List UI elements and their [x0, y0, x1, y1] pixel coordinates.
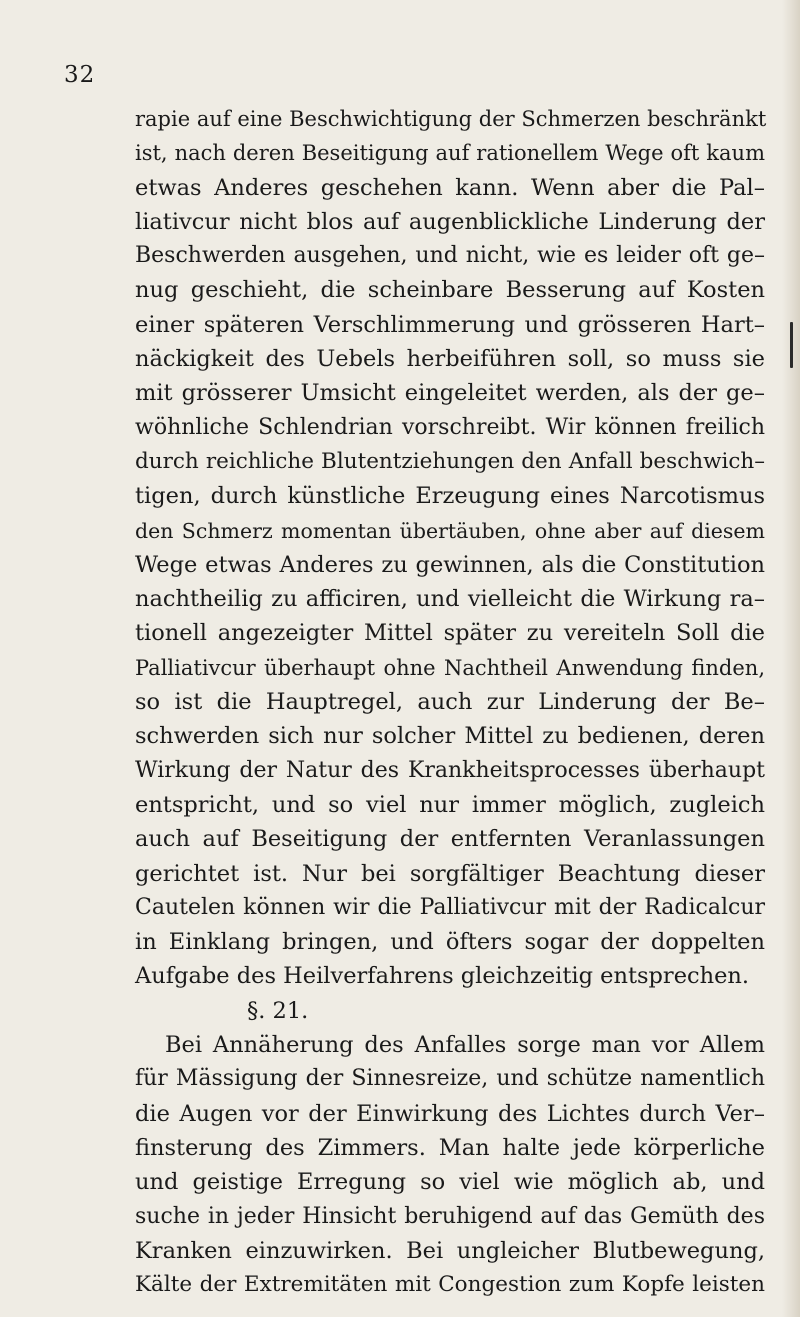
text-line: und geistige Erregung so viel wie möglich ab, und [135, 1169, 765, 1196]
section-heading: §. 21. [247, 997, 309, 1024]
text-line: auch auf Beseitigung der entfernten Veranlassungen [135, 826, 765, 853]
text-line: nachtheilig zu afficiren, und vielleicht die Wirkung ra– [135, 586, 765, 613]
text-line: ist, nach deren Beseitigung auf rationellem Wege oft kaum [135, 141, 765, 166]
text-line: tigen, durch künstliche Erzeugung eines Narcotismus [135, 483, 765, 510]
text-line: liativcur nicht blos auf augenblickliche Linderung der [135, 208, 765, 235]
paragraph-1 [135, 102, 765, 994]
page-edge-shadow [782, 0, 800, 1317]
paragraph-2 [135, 1028, 765, 1302]
text-line: Kranken einzuwirken. Bei ungleicher Blutbewegung, [135, 1237, 765, 1264]
text-line: wöhnliche Schlendrian vorschreibt. Wir können freilich [135, 414, 765, 440]
text-line: den Schmerz momentan übertäuben, ohne aber auf diesem [135, 518, 765, 543]
text-line: Palliativcur überhaupt ohne Nachtheil Anwendung finden, [135, 655, 765, 680]
text-line: Aufgabe des Heilverfahrens gleichzeitig entsprechen. [135, 963, 750, 990]
text-line: etwas Anderes geschehen kann. Wenn aber die Pal– [135, 174, 765, 201]
text-line: nug geschieht, die scheinbare Besserung auf Kosten [135, 277, 765, 304]
text-line: so ist die Hauptregel, auch zur Linderung der Be– [135, 689, 765, 716]
text-line: Wirkung der Natur des Krankheitsprocesses überhaupt [135, 757, 765, 783]
text-line: durch reichliche Blutentziehungen den Anfall beschwich– [135, 448, 765, 474]
text-line: Kälte der Extremitäten mit Congestion zum Kopfe leisten [135, 1272, 765, 1298]
text-line: einer späteren Verschlimmerung und grösseren Hart– [135, 311, 765, 338]
text-line: mit grösserer Umsicht eingeleitet werden, als der ge– [135, 380, 765, 407]
text-line: Wege etwas Anderes zu gewinnen, als die Constitution [135, 551, 765, 578]
text-line: finsterung des Zimmers. Man halte jede körperliche [135, 1134, 765, 1161]
body-text [135, 102, 765, 1302]
text-line: gerichtet ist. Nur bei sorgfältiger Beachtung dieser [135, 860, 765, 887]
text-line: rapie auf eine Beschwichtigung der Schmerzen beschränkt [135, 107, 767, 131]
text-line: in Einklang bringen, und öfters sogar der doppelten [135, 929, 765, 956]
text-line: näckigkeit des Uebels herbeiführen soll, so muss sie [135, 346, 765, 373]
page-number: 32 [64, 62, 96, 88]
text-line: entspricht, und so viel nur immer möglich, zugleich [135, 791, 765, 818]
text-line: suche in jeder Hinsicht beruhigend auf das Gemüth des [135, 1203, 765, 1229]
text-line: Cautelen können wir die Palliativcur mit der Radicalcur [135, 894, 765, 920]
text-line: schwerden sich nur solcher Mittel zu bedienen, deren [135, 723, 765, 750]
text-line: Bei Annäherung des Anfalles sorge man vor Allem [165, 1032, 765, 1059]
text-line: Beschwerden ausgehen, und nicht, wie es leider oft ge– [135, 243, 765, 269]
text-line: tionell angezeigter Mittel später zu vereiteln Soll die [135, 620, 765, 647]
text-line: die Augen vor der Einwirkung des Lichtes durch Ver– [135, 1100, 765, 1127]
margin-mark [790, 322, 793, 368]
text-line: für Mässigung der Sinnesreize, und schütze namentlich [135, 1066, 765, 1092]
